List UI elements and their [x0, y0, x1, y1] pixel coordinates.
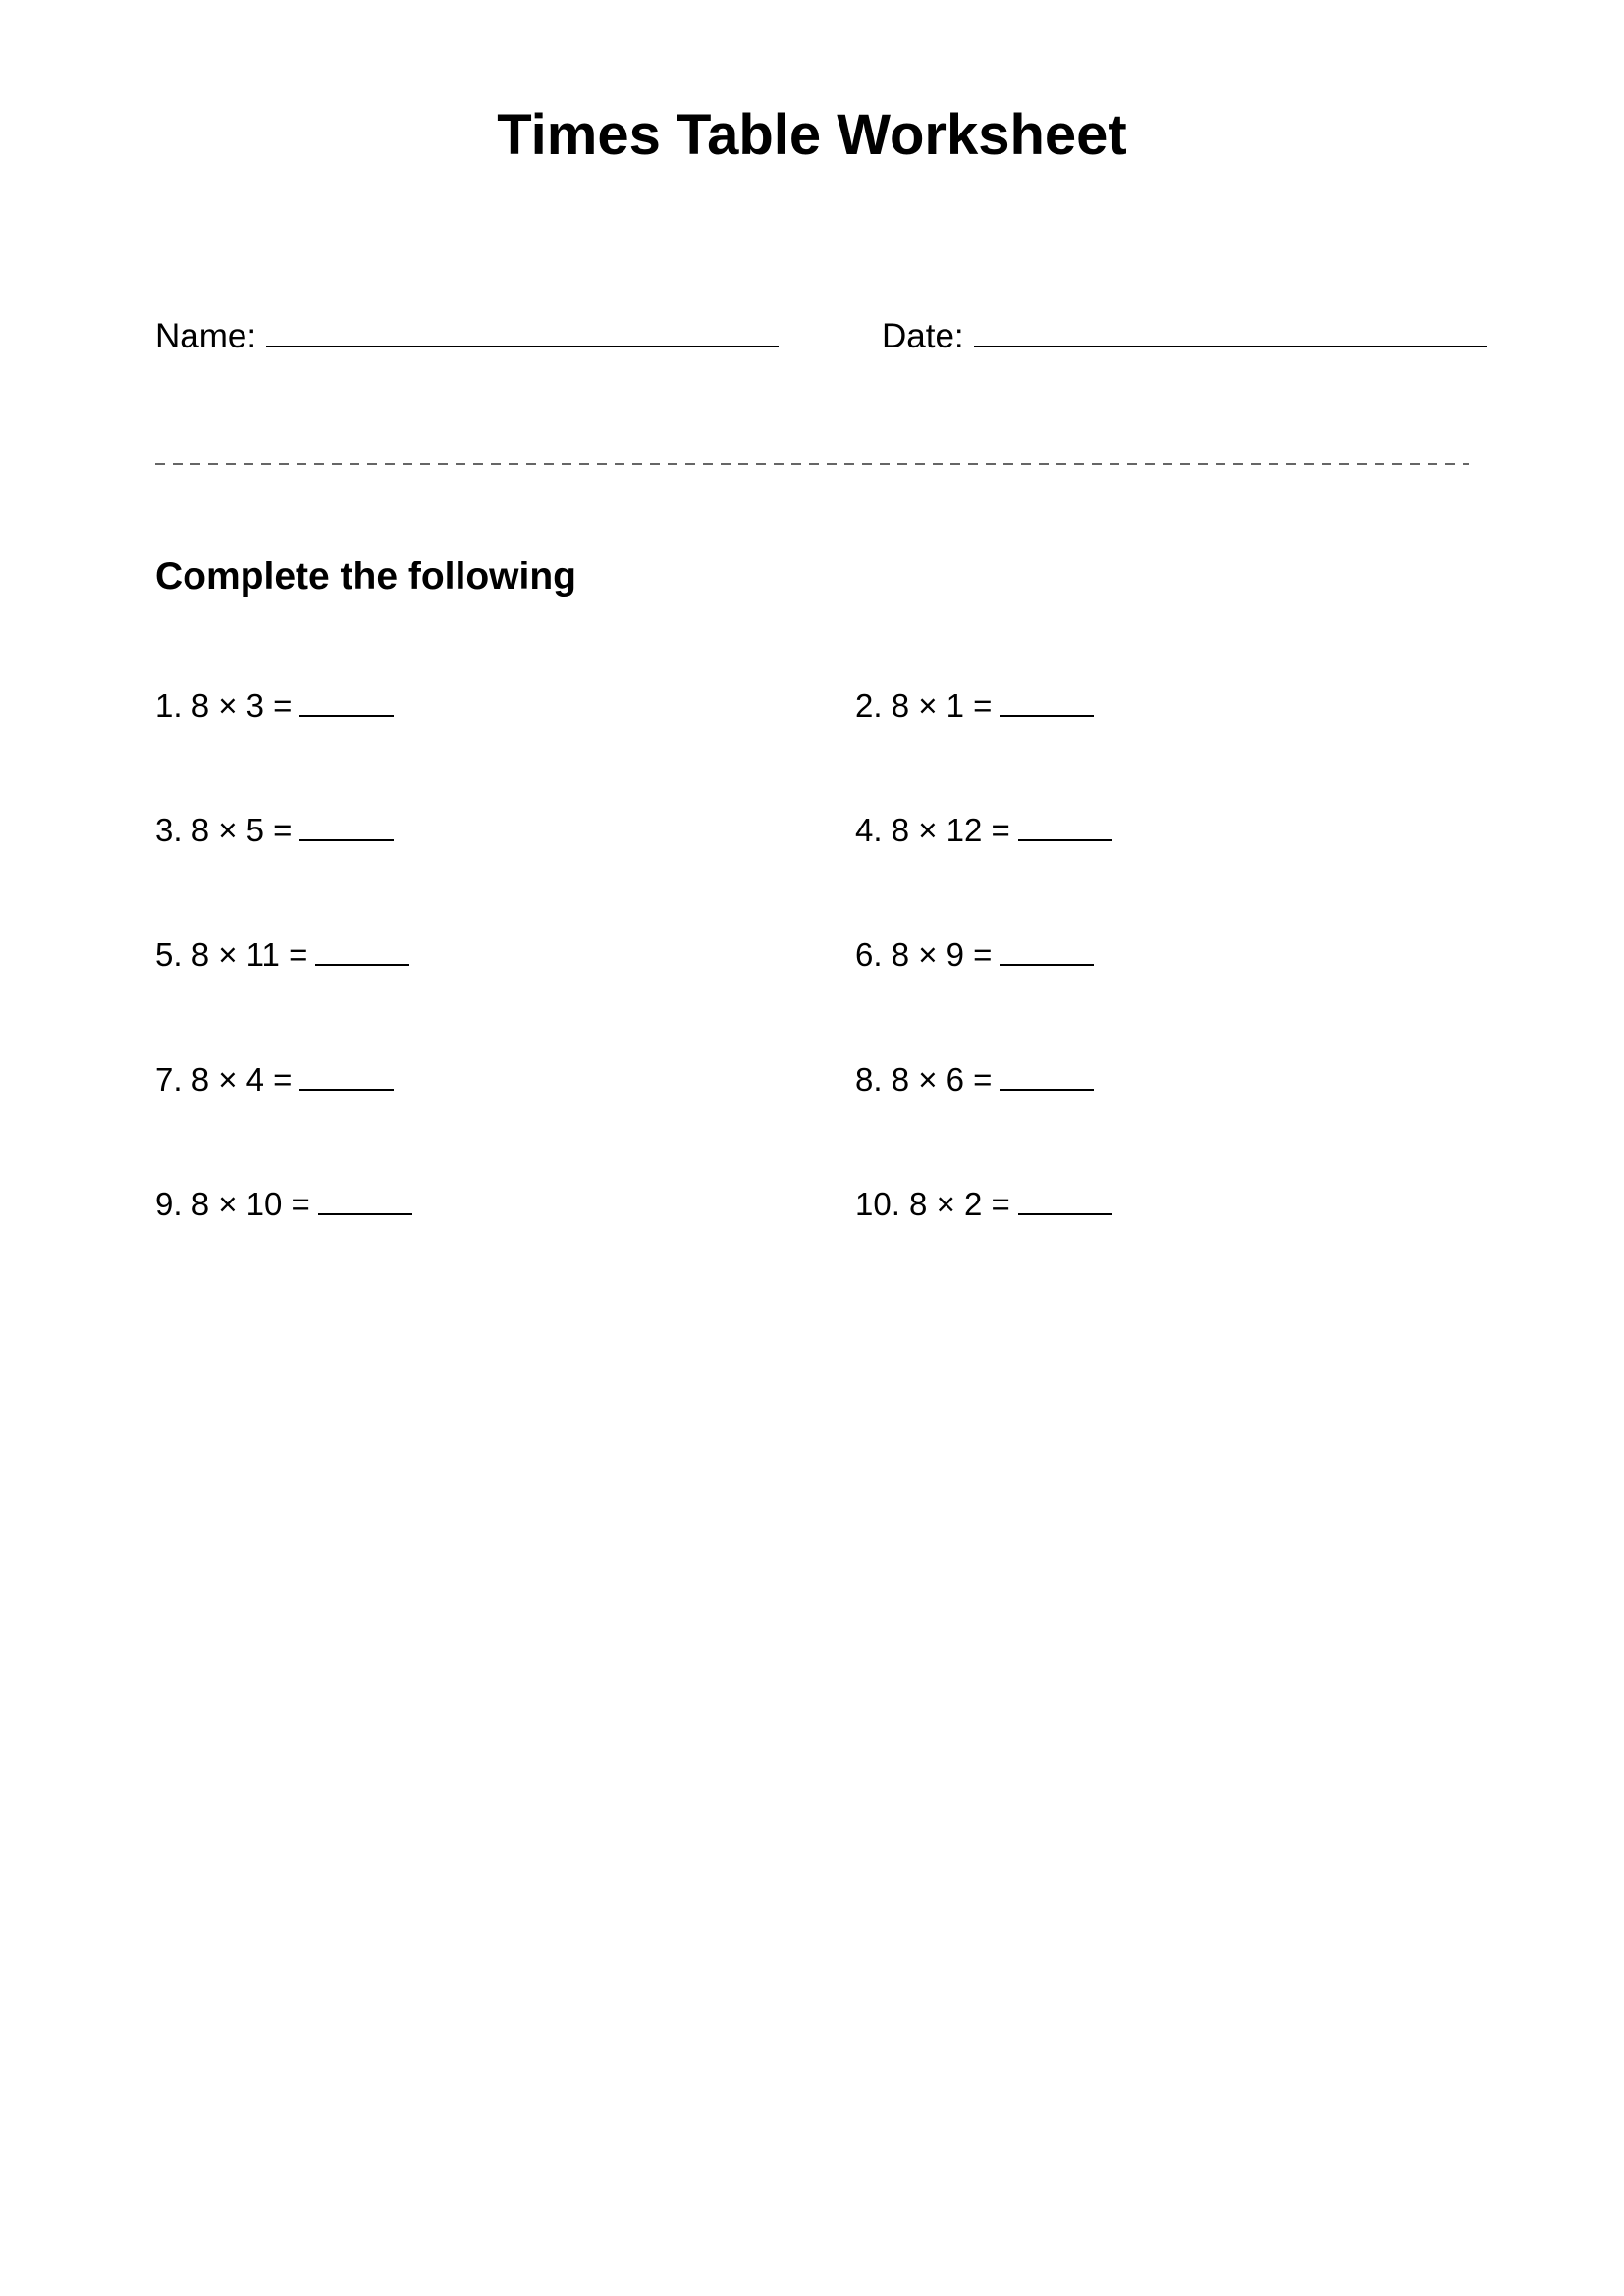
problem-text: 10. 8 × 2 =: [855, 1186, 1010, 1222]
problem-item: [155, 810, 394, 850]
answer-blank[interactable]: [1000, 934, 1094, 966]
date-blank-line[interactable]: [974, 312, 1487, 347]
date-label: Date:: [882, 317, 964, 355]
answer-blank[interactable]: [1000, 685, 1094, 717]
problem-text: 8. 8 × 6 =: [855, 1061, 993, 1097]
answer-blank[interactable]: [299, 685, 394, 717]
section-heading: Complete the following: [155, 556, 576, 598]
problem-item: [855, 934, 1094, 975]
problem-item: [155, 685, 394, 725]
problem-text: 4. 8 × 12 =: [855, 812, 1010, 848]
answer-blank[interactable]: [299, 810, 394, 841]
problem-item: [855, 1184, 1112, 1224]
problem-text: 6. 8 × 9 =: [855, 936, 993, 973]
answer-blank[interactable]: [1000, 1059, 1094, 1091]
answer-blank[interactable]: [318, 1184, 412, 1215]
problem-item: [155, 1059, 394, 1099]
problem-item: [155, 934, 409, 975]
answer-blank[interactable]: [315, 934, 409, 966]
problem-text: 1. 8 × 3 =: [155, 687, 293, 723]
problem-text: 9. 8 × 10 =: [155, 1186, 310, 1222]
date-field: [882, 312, 1487, 357]
problem-text: 5. 8 × 11 =: [155, 936, 308, 973]
answer-blank[interactable]: [299, 1059, 394, 1091]
name-blank-line[interactable]: [266, 312, 779, 347]
dashed-divider: [155, 461, 1469, 467]
problem-text: 3. 8 × 5 =: [155, 812, 293, 848]
problem-text: 2. 8 × 1 =: [855, 687, 993, 723]
problem-item: [855, 685, 1094, 725]
problem-item: [855, 810, 1112, 850]
problem-item: [155, 1184, 412, 1224]
problem-item: [855, 1059, 1094, 1099]
answer-blank[interactable]: [1018, 1184, 1112, 1215]
problem-text: 7. 8 × 4 =: [155, 1061, 293, 1097]
name-field: [155, 312, 779, 357]
page-title: Times Table Worksheet: [497, 103, 1127, 167]
answer-blank[interactable]: [1018, 810, 1112, 841]
name-label: Name:: [155, 317, 257, 355]
